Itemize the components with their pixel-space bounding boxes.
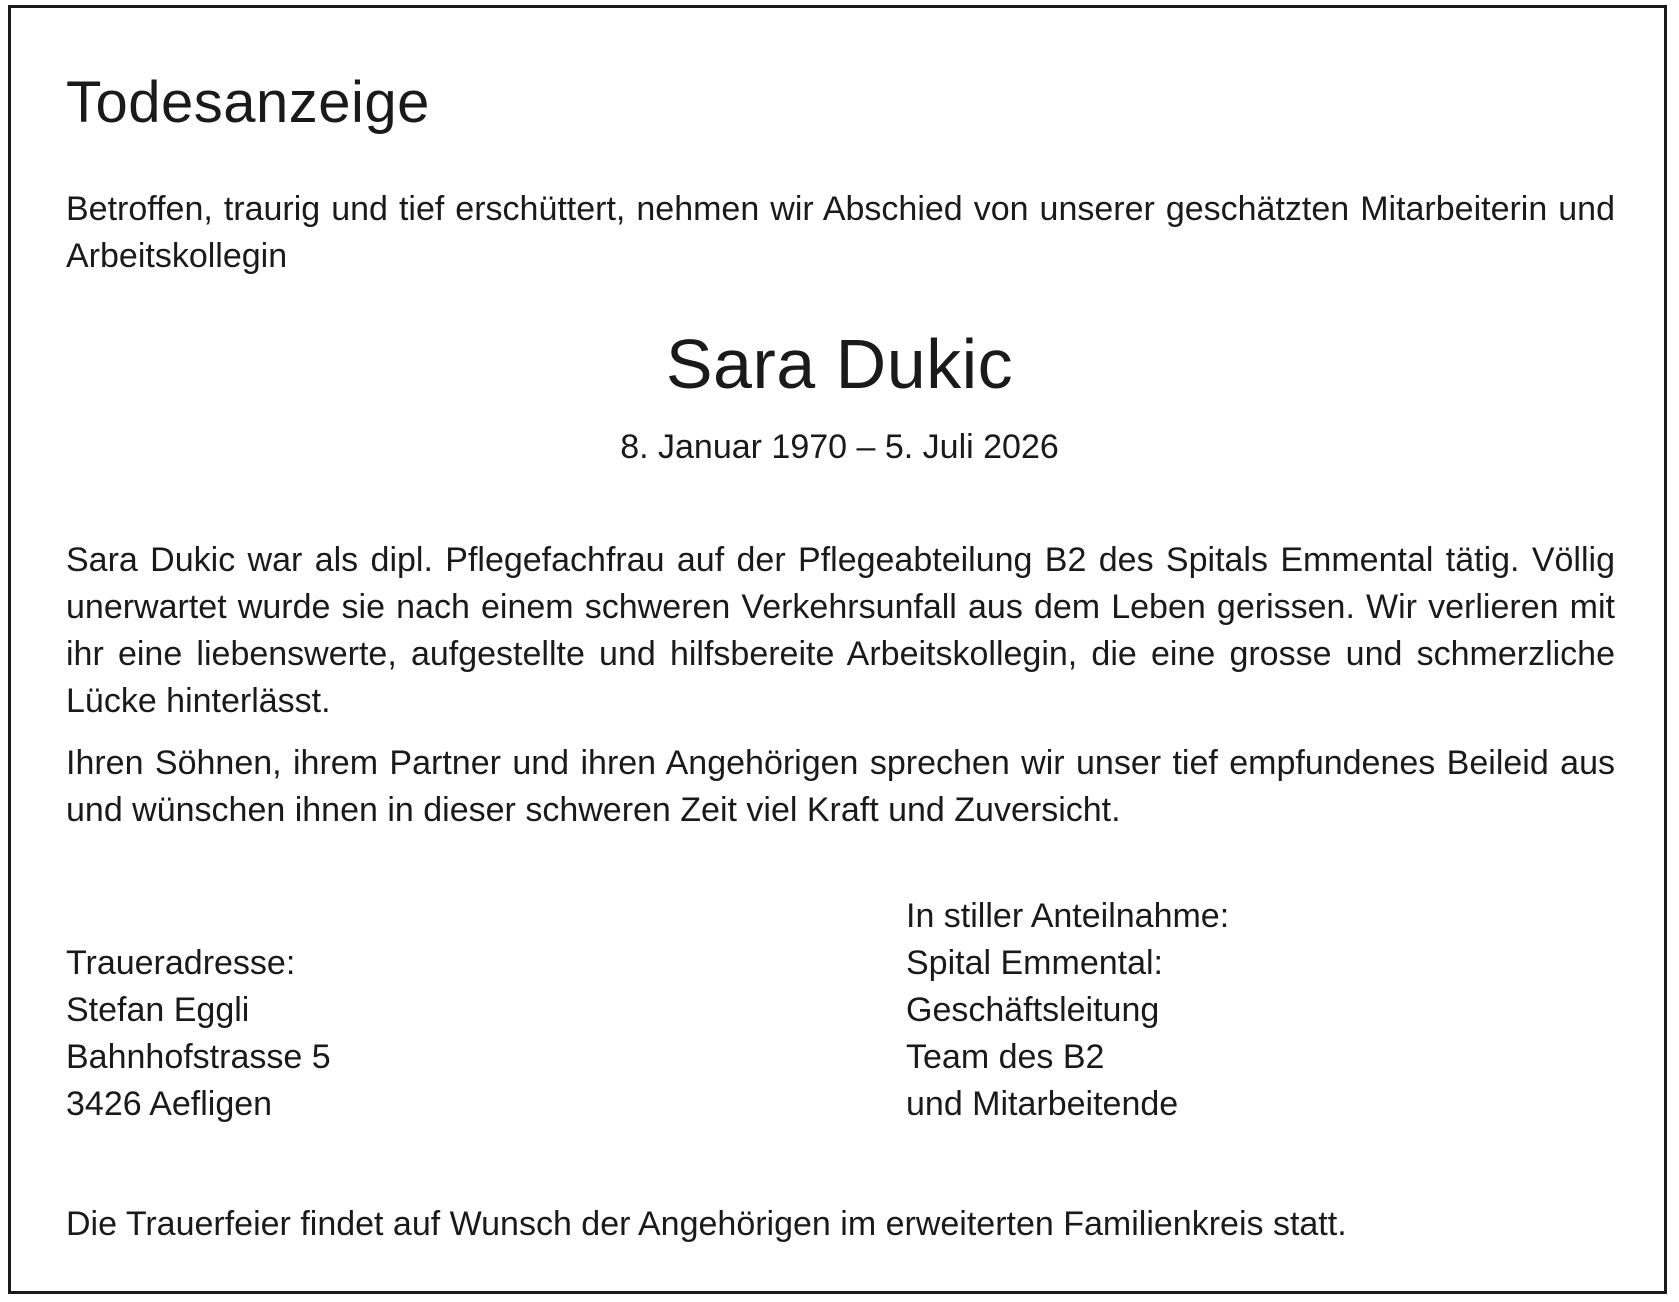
body-paragraph-1: Sara Dukic war als dipl. Pflegefachfrau auf der Pflegeabteilung B2 des Spitals Emmental tätig. Völlig unerwartet wurde sie nach einem schweren Verkehrsunfall aus dem Leben gerissen. Wir verlieren mit ihr eine liebenswerte, aufgestellte und hilfsbereite Arbeitskollegin, die eine grosse und schmerzliche Lücke hinterlässt. [66, 541, 1615, 720]
mourning-address-line: 3426 Aefligen [66, 1085, 273, 1123]
mourning-address-line: Stefan Eggli [66, 991, 250, 1029]
signature-line: und Mitarbeitende [906, 1085, 1179, 1123]
funeral-note: Die Trauerfeier findet auf Wunsch der Angehörigen im erweiterten Familienkreis statt. [66, 1205, 1347, 1243]
signature-block [906, 893, 1229, 1128]
body-paragraph-2: Ihren Söhnen, ihrem Partner und ihren Angehörigen sprechen wir unser tief empfundenes Beileid aus und wünschen ihnen in dieser schweren Zeit viel Kraft und Zuversicht. [66, 744, 1615, 829]
signature-line: Spital Emmental: [906, 944, 1163, 982]
signature-line: Team des B2 [906, 1038, 1105, 1076]
notice-heading: Todesanzeige [66, 70, 430, 135]
intro-text: Betroffen, traurig und tief erschüttert, nehmen wir Abschied von unserer geschätzten Mitarbeiterin und Arbeitskollegin [66, 190, 1615, 275]
mourning-address [66, 940, 331, 1128]
signature-label: In stiller Anteilnahme: [906, 897, 1230, 935]
mourning-address-label: Traueradresse: [66, 944, 296, 982]
signature-line: Geschäftsleitung [906, 991, 1160, 1029]
life-dates: 8. Januar 1970 – 5. Juli 2026 [620, 428, 1059, 466]
mourning-address-line: Bahnhofstrasse 5 [66, 1038, 331, 1076]
deceased-name: Sara Dukic [665, 325, 1014, 403]
